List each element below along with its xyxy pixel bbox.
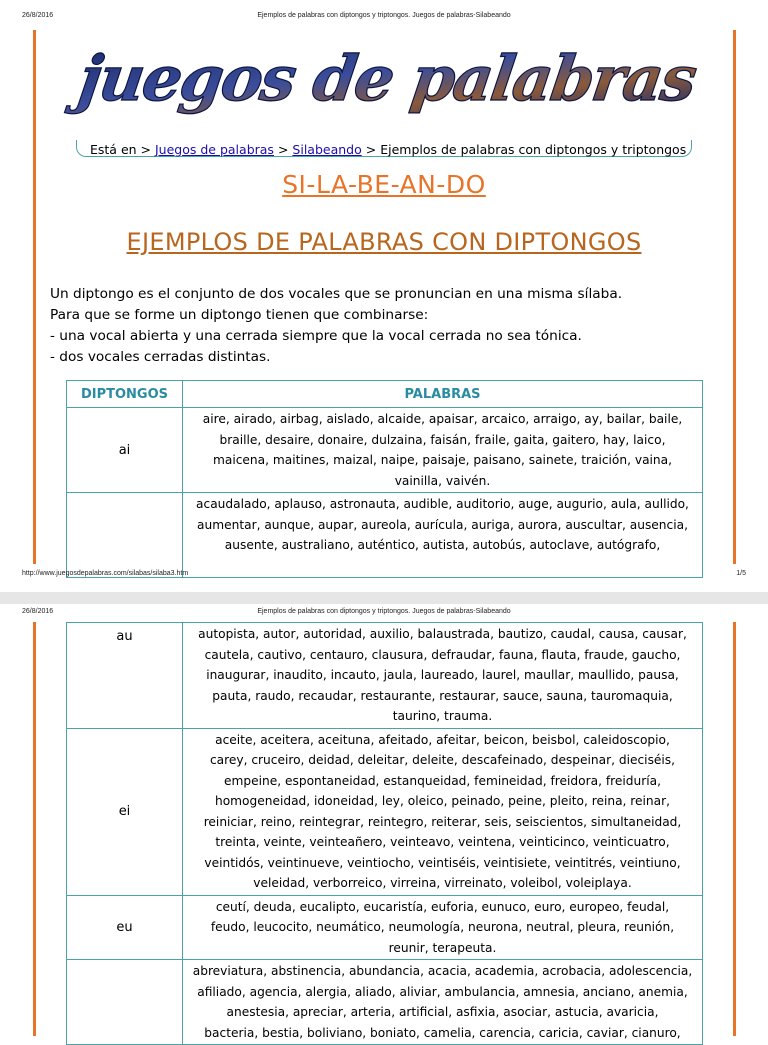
diphthong-cell: ai [67, 408, 183, 493]
breadcrumb-separator: > [365, 142, 377, 157]
words-line: autopista, autor, autoridad, auxilio, balaustrada, bautizo, caudal, causa, causar, [198, 627, 687, 641]
print-title: Ejemplos de palabras con diptongos y triptongos. Juegos de palabras-Silabeando [257, 12, 511, 19]
words-line: aumentar, aunque, aupar, aureola, aurícula, auriga, aurora, auscultar, ausencia, [197, 517, 688, 532]
table-row [67, 623, 703, 729]
print-footer [22, 570, 746, 582]
print-title: Ejemplos de palabras con diptongos y triptongos. Juegos de palabras-Silabeando [257, 608, 511, 615]
words-cell [183, 408, 703, 493]
intro-line: Para que se forme un diptongo tienen que combinarse: [50, 307, 429, 323]
breadcrumb-link-juegos[interactable]: Juegos de palabras [155, 142, 274, 157]
table-row [67, 895, 703, 960]
logo-text: juegos de palabras [74, 42, 700, 115]
diphthong-cell: eu [67, 895, 183, 960]
intro-line: Un diptongo es el conjunto de dos vocales que se pronuncian en una misma sílaba. [50, 286, 623, 302]
words-cell [183, 623, 703, 729]
diphthong-cell: au [67, 623, 183, 729]
diphthong-cell-continued [67, 493, 183, 578]
diphthong-table [66, 380, 703, 578]
print-page-2 [0, 592, 768, 1040]
breadcrumb-prefix: Está en > [90, 142, 152, 157]
print-header [22, 608, 746, 620]
page-heading: EJEMPLOS DE PALABRAS CON DIPTONGOS [126, 228, 642, 256]
words-line: cautela, cautivo, centauro, clausura, defraudar, fauna, flauta, fraude, gaucho, [204, 647, 681, 662]
words-cell [183, 960, 703, 1045]
words-line: feudo, leucocito, neumático, neumología, neurona, neutral, pleura, reunión, [210, 920, 675, 934]
words-line: homogeneidad, idoneidad, ley, oleico, peinado, peine, pleito, reina, reinar, [214, 794, 670, 808]
words-line: aire, airado, airbag, aislado, alcaide, apaisar, arcaico, arraigo, ay, bailar, baile, [202, 412, 683, 426]
words-cell [183, 493, 703, 578]
site-logo[interactable] [74, 28, 700, 132]
words-line: anestesia, apreciar, arteria, artificial, asfixia, asociar, astucia, avaricia, [226, 1005, 659, 1019]
print-url: http://www.juegosdepalabras.com/silabas/silaba3.htm [22, 570, 189, 577]
words-line: maicena, maitines, maizal, naipe, paisaje, paisano, sainete, traición, vaina, [213, 453, 672, 467]
words-line: bacteria, bestia, boliviano, boniato, camelia, carencia, caricia, caviar, cianuro, [204, 1025, 681, 1040]
breadcrumb-separator: > [277, 142, 289, 157]
words-line: taurino, trauma. [392, 709, 493, 723]
words-line: abreviatura, abstinencia, abundancia, acacia, academia, acrobacia, adolescencia, [192, 964, 693, 978]
table-row [67, 728, 703, 895]
words-line: veleidad, verborreico, virreina, virreinato, voleibol, voleiplaya. [253, 876, 632, 890]
intro-line: - una vocal abierta y una cerrada siempre que la vocal cerrada no sea tónica. [50, 328, 582, 344]
intro-line: - dos vocales cerradas distintas. [50, 349, 271, 365]
table-row [67, 493, 703, 578]
words-line: ceutí, deuda, eucalipto, eucaristía, euforia, eunuco, euro, europeo, feudal, [215, 899, 670, 914]
breadcrumb [90, 142, 686, 157]
words-line: acaudalado, aplauso, astronauta, audible, auditorio, auge, augurio, aula, aullido, [196, 497, 689, 511]
intro-paragraph [50, 284, 730, 368]
words-line: veintidós, veintinueve, veintiocho, veintiséis, veintisiete, veintitrés, veintiuno, [204, 855, 681, 870]
table-header-row [67, 381, 703, 408]
diphthong-cell: ei [67, 728, 183, 895]
words-line: reiniciar, reino, reintegrar, reintegro, reiterar, seis, seiscientos, simultaneidad, [203, 814, 682, 829]
words-cell [183, 895, 703, 960]
diphthong-cell [67, 960, 183, 1045]
table-row [67, 408, 703, 493]
words-line: carey, cruceiro, deidad, deleitar, deleite, descafeinado, despeinar, dieciséis, [209, 753, 676, 767]
diphthong-table-continued [66, 622, 703, 1045]
print-page-number: 1/5 [736, 570, 746, 577]
header-palabras: PALABRAS [183, 381, 703, 408]
words-line: pauta, raudo, recaudar, restaurante, restaurar, sauce, sauna, tauromaquia, [212, 688, 673, 703]
words-line: empeine, espontaneidad, estanqueidad, femineidad, freidora, freiduría, [224, 773, 661, 788]
print-date: 26/8/2016 [22, 608, 54, 615]
words-cell [183, 728, 703, 895]
words-line: braille, desaire, donaire, dulzaina, faisán, fraile, gaita, gaitero, hay, laico, [219, 432, 666, 447]
words-line: vainilla, vaivén. [394, 473, 491, 488]
site-title-link[interactable]: SI-LA-BE-AN-DO [282, 170, 486, 199]
header-diptongos: DIPTONGOS [67, 381, 183, 408]
words-line: afiliado, agencia, alergia, aliado, aliviar, ambulancia, amnesia, anciano, anemia, [197, 984, 688, 999]
words-line: aceite, aceitera, aceituna, afeitado, afeitar, beicon, beisbol, caleidoscopio, [215, 732, 670, 747]
table-row [67, 960, 703, 1045]
print-date: 26/8/2016 [22, 12, 54, 19]
words-line: ausente, australiano, auténtico, autista, autobús, autoclave, autógrafo, [224, 538, 661, 552]
breadcrumb-current: Ejemplos de palabras con diptongos y triptongos [380, 142, 687, 157]
words-line: reunir, terapeuta. [388, 940, 497, 955]
words-line: inaugurar, inaudito, incauto, jaula, laureado, laurel, maullar, maullido, pausa, [206, 668, 679, 682]
words-line: treinta, veinte, veinteañero, veinteavo, veintena, veinticinco, veinticuatro, [215, 835, 670, 849]
breadcrumb-link-silabeando[interactable]: Silabeando [292, 142, 362, 157]
